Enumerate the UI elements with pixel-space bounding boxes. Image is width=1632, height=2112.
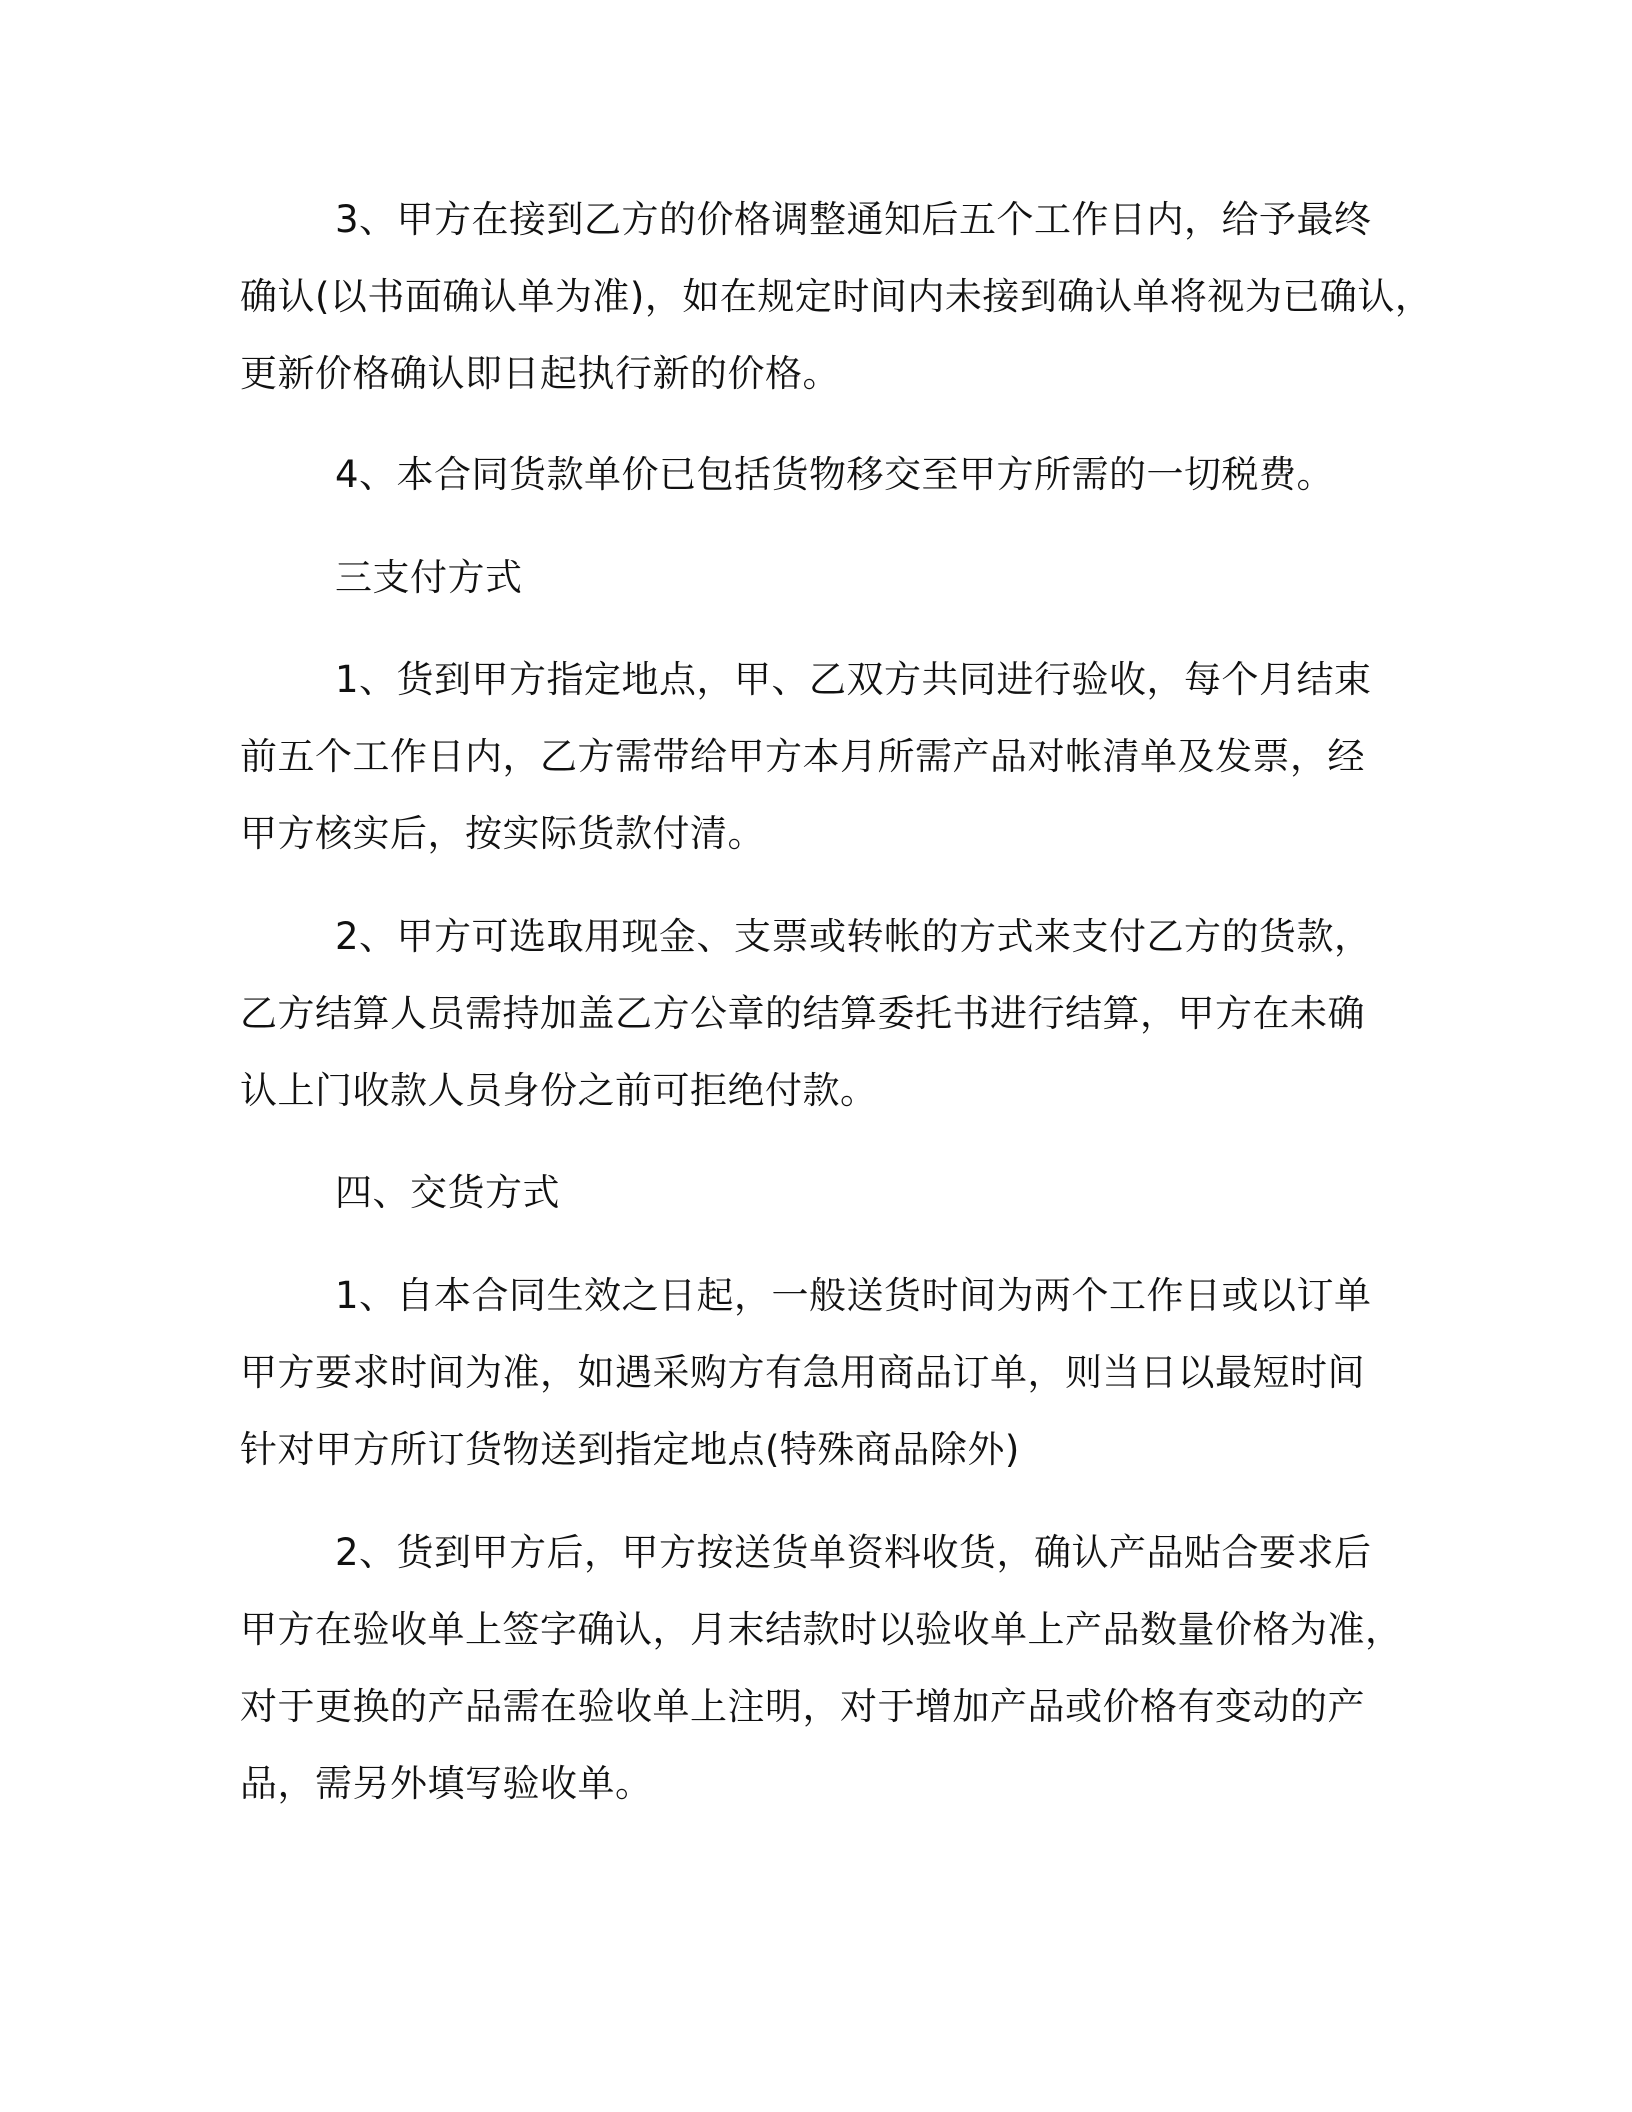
- section-title: 三支付方式: [335, 556, 523, 599]
- section-title: 四、交货方式: [335, 1171, 560, 1214]
- text-line: 针对甲方所订货物送到指定地点(特殊商品除外): [240, 1428, 1020, 1471]
- text-line: 乙方结算人员需持加盖乙方公章的结算委托书进行结算，甲方在未确: [240, 992, 1365, 1035]
- text-line: 2、货到甲方后，甲方按送货单资料收货，确认产品贴合要求后: [335, 1531, 1372, 1574]
- text-line: 更新价格确认即日起执行新的价格。: [240, 352, 840, 395]
- text-line: 确认(以书面确认单为准)，如在规定时间内未接到确认单将视为已确认，: [240, 275, 1433, 318]
- text-line: 1、自本合同生效之日起，一般送货时间为两个工作日或以订单: [335, 1274, 1372, 1317]
- text-line: 甲方在验收单上签字确认，月末结款时以验收单上产品数量价格为准，: [240, 1608, 1403, 1651]
- text-line: 前五个工作日内，乙方需带给甲方本月所需产品对帐清单及发票，经: [240, 735, 1365, 778]
- text-line: 甲方要求时间为准，如遇采购方有急用商品订单，则当日以最短时间: [240, 1351, 1365, 1394]
- text-line: 对于更换的产品需在验收单上注明，对于增加产品或价格有变动的产: [240, 1685, 1365, 1728]
- text-line: 1、货到甲方指定地点，甲、乙双方共同进行验收，每个月结束: [335, 658, 1372, 701]
- text-line: 4、本合同货款单价已包括货物移交至甲方所需的一切税费。: [335, 453, 1335, 496]
- text-line: 认上门收款人员身份之前可拒绝付款。: [240, 1069, 878, 1112]
- text-line: 甲方核实后，按实际货款付清。: [240, 812, 765, 855]
- text-line: 品，需另外填写验收单。: [240, 1762, 653, 1805]
- text-line: 2、甲方可选取用现金、支票或转帐的方式来支付乙方的货款，: [335, 915, 1372, 958]
- text-line: 3、甲方在接到乙方的价格调整通知后五个工作日内，给予最终: [335, 198, 1372, 241]
